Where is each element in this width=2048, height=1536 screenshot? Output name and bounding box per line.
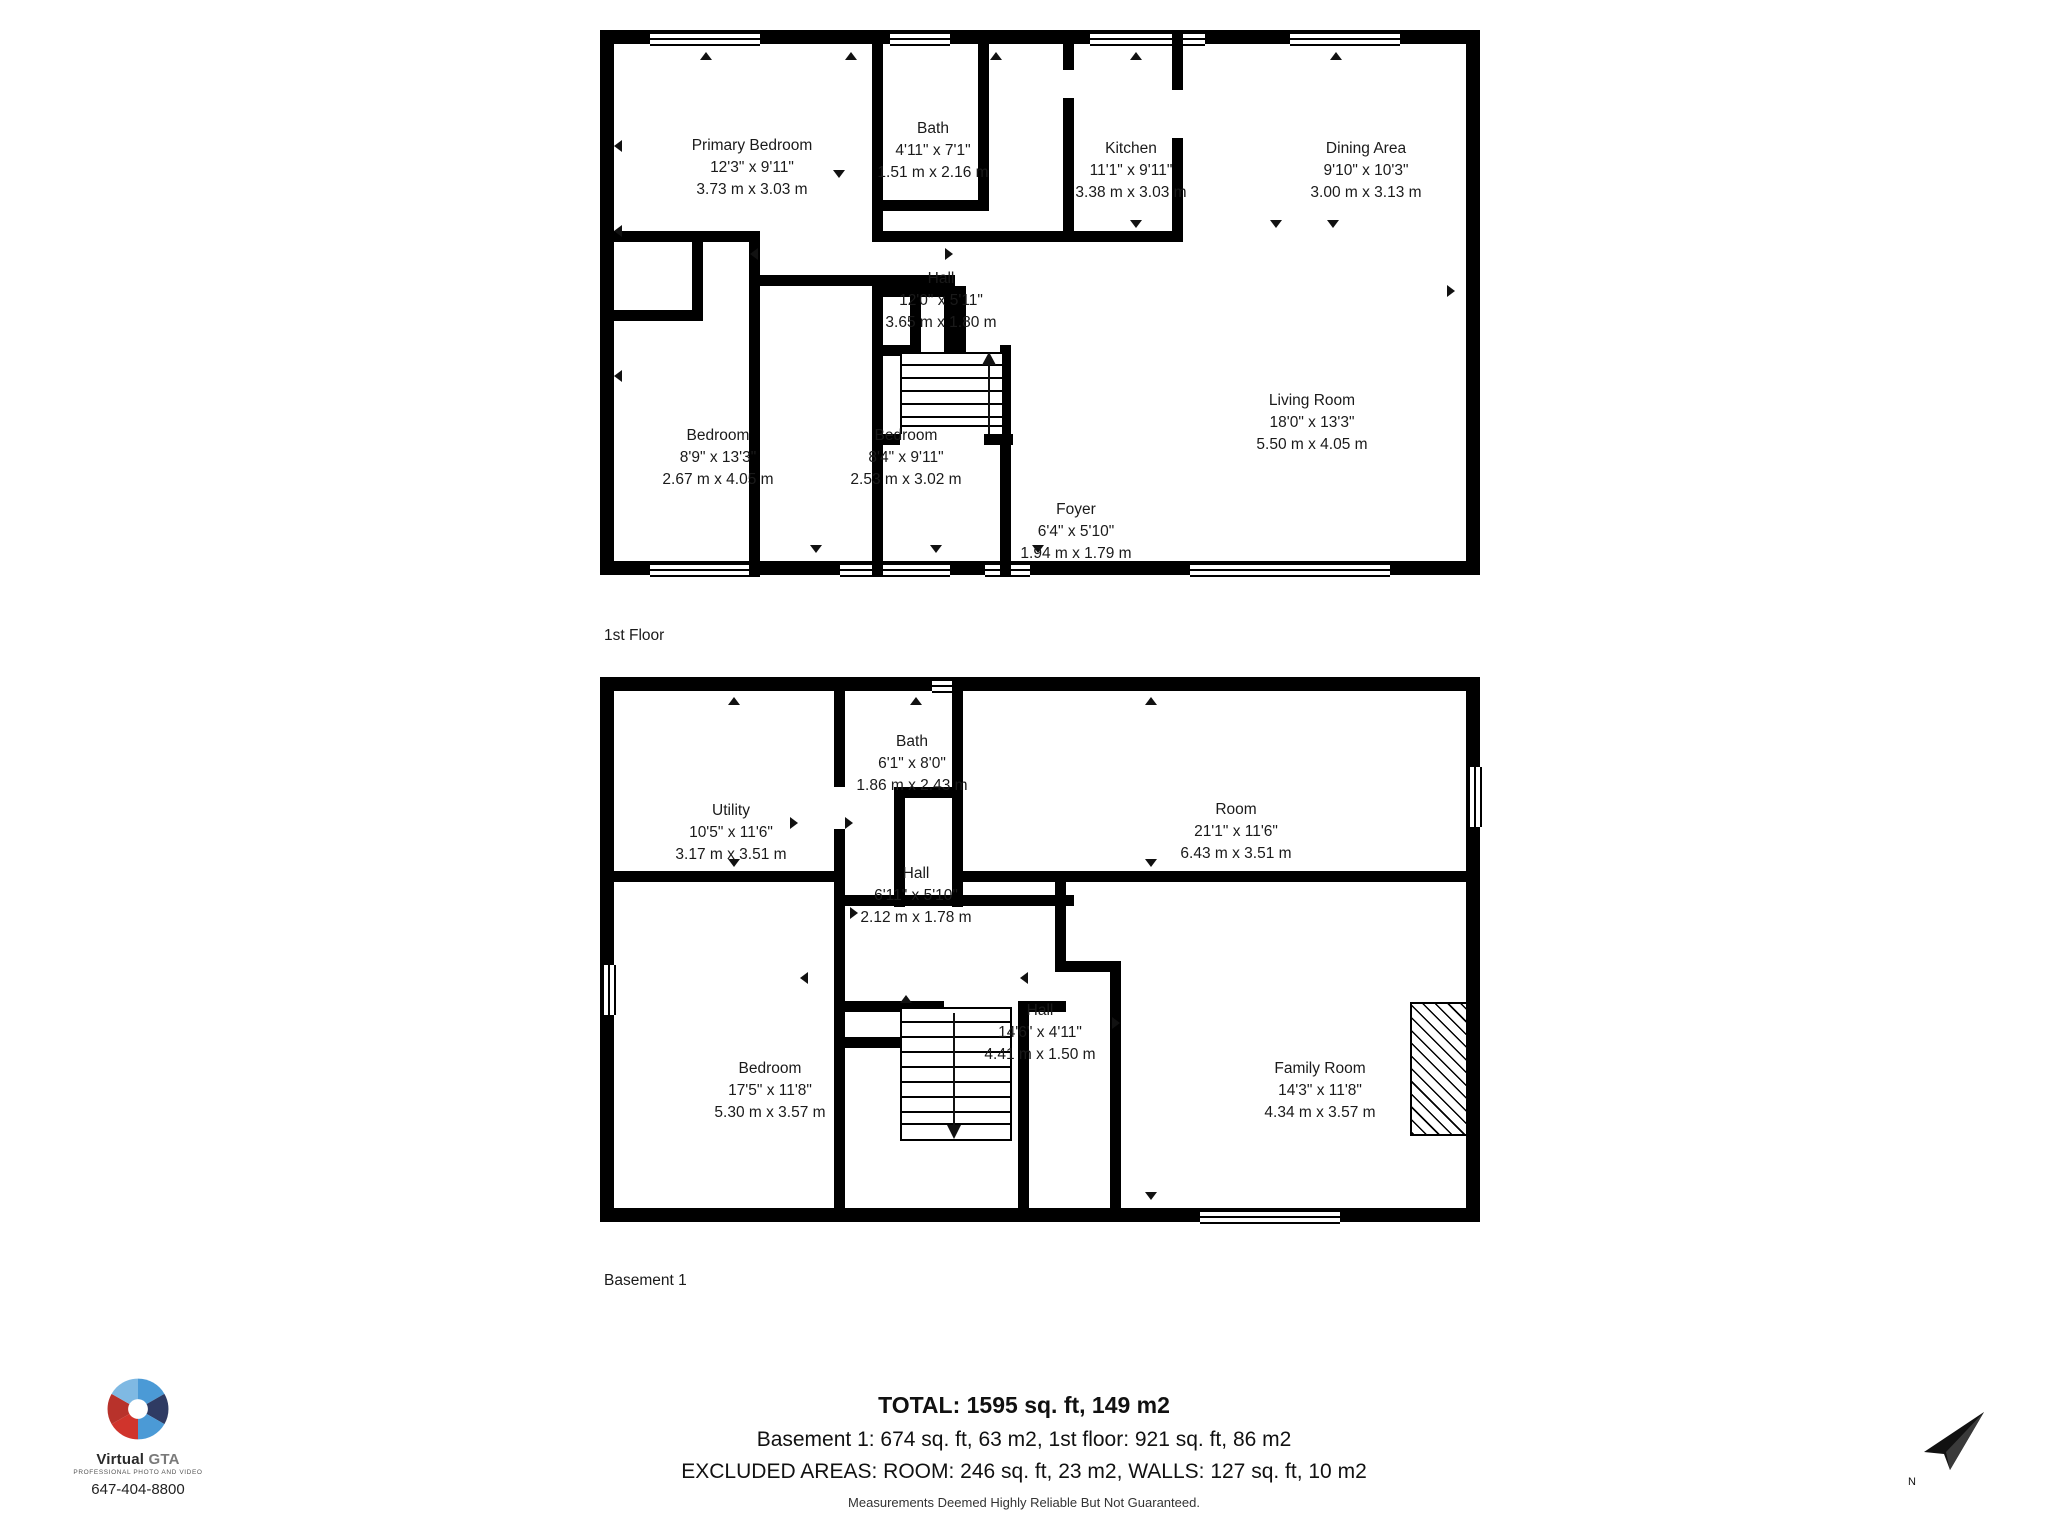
interior-wall <box>1110 961 1121 1222</box>
room-dims-metric: 3.17 m x 3.51 m <box>675 846 787 863</box>
exterior-wall-left <box>600 677 614 1222</box>
room-dims-metric: 6.43 m x 3.51 m <box>1180 845 1292 862</box>
room-dims-imperial: 6'11" x 5'10" <box>874 887 958 904</box>
window <box>1290 32 1400 46</box>
camera-aperture-icon <box>105 1376 171 1442</box>
room-dims-imperial: 6'4" x 5'10" <box>1037 523 1115 540</box>
window <box>840 563 950 577</box>
area-summary <box>0 1392 2048 1510</box>
room-label-foyer <box>1020 499 1131 565</box>
brand-logo-block <box>48 1376 228 1498</box>
room-name: Bath <box>917 120 949 137</box>
room-dims-metric: 3.00 m x 3.13 m <box>1310 184 1422 201</box>
room-label-utility <box>675 800 786 866</box>
room-name: Living Room <box>1268 392 1356 409</box>
door-marker <box>910 697 922 705</box>
room-label-bedroom-left <box>662 425 773 491</box>
room-name: Utility <box>712 802 750 819</box>
room-dims-metric: 4.34 m x 3.57 m <box>1264 1104 1376 1121</box>
excluded-areas: EXCLUDED AREAS: ROOM: 246 sq. ft, 23 m2, WALLS: 127 sq. ft, 10 m2 <box>681 1459 1367 1483</box>
room-name: Foyer <box>1056 501 1096 518</box>
interior-wall <box>600 231 760 242</box>
room-dims-imperial: 6'1" x 8'0" <box>878 755 946 772</box>
interior-wall <box>600 871 845 882</box>
window <box>1190 563 1390 577</box>
room-dims-imperial: 14'3" x 11'8" <box>1278 1082 1362 1099</box>
room-dims-metric: 4.41 m x 1.50 m <box>984 1046 1096 1063</box>
room-dims-metric: 1.86 m x 2.43 m <box>856 777 968 794</box>
basement-plan <box>600 677 1480 1222</box>
room-name: Hall <box>927 270 955 287</box>
room-dims-metric: 1.94 m x 1.79 m <box>1020 545 1132 562</box>
room-dims-imperial: 14'6" x 4'11" <box>998 1024 1082 1041</box>
door-marker <box>790 817 798 829</box>
window <box>890 32 950 46</box>
room-label-bath-basement <box>856 731 967 797</box>
floor-caption-basement: Basement 1 <box>604 1272 687 1289</box>
room-dims-imperial: 18'0" x 13'3" <box>1269 414 1355 431</box>
brand-phone: 647-404-8800 <box>91 1481 185 1498</box>
door-marker <box>1130 52 1142 60</box>
door-marker <box>810 545 822 553</box>
room-name: Bedroom <box>874 427 938 444</box>
room-name: Family Room <box>1274 1060 1366 1077</box>
hatched-area <box>1410 1002 1468 1136</box>
exterior-wall-top <box>600 677 1480 691</box>
door-marker <box>900 995 912 1003</box>
room-dims-metric: 2.67 m x 4.05 m <box>662 471 774 488</box>
door-marker <box>1327 220 1339 228</box>
door-marker <box>750 248 758 260</box>
total-area: TOTAL: 1595 sq. ft, 149 m2 <box>878 1392 1170 1418</box>
brand-name-sub: GTA <box>148 1451 180 1468</box>
interior-wall <box>749 275 884 286</box>
area-breakdown: Basement 1: 674 sq. ft, 63 m2, 1st floor: 921 sq. ft, 86 m2 <box>756 1428 1292 1451</box>
north-arrow <box>1906 1408 1996 1488</box>
room-name: Bedroom <box>686 427 750 444</box>
door-marker <box>845 817 853 829</box>
room-label-bath-1st <box>877 118 988 184</box>
window <box>602 965 616 1015</box>
door-marker <box>614 140 622 152</box>
room-name: Room <box>1215 801 1257 818</box>
room-dims-metric: 3.38 m x 3.03 m <box>1075 184 1187 201</box>
room-dims-imperial: 12'3" x 9'11" <box>710 159 794 176</box>
door-marker <box>1145 697 1157 705</box>
room-label-bedroom-mid <box>850 425 961 491</box>
door-marker <box>945 248 953 260</box>
room-label-hall-large <box>984 1000 1095 1066</box>
room-name: Primary Bedroom <box>691 137 813 154</box>
room-dims-metric: 3.65 m x 1.80 m <box>885 314 997 331</box>
door-marker <box>1130 220 1142 228</box>
door-marker <box>930 545 942 553</box>
doorway-gap <box>1172 90 1183 138</box>
room-dims-imperial: 4'11" x 7'1" <box>895 142 971 159</box>
stair-direction-arrow <box>943 1011 965 1139</box>
interior-wall <box>1063 30 1074 70</box>
interior-wall <box>834 882 845 1012</box>
door-marker <box>700 52 712 60</box>
room-dims-imperial: 12'0" x 5'11" <box>899 292 983 309</box>
exterior-wall-bottom <box>600 1208 1480 1222</box>
window <box>1200 1210 1340 1224</box>
room-dims-imperial: 21'1" x 11'6" <box>1194 823 1278 840</box>
room-label-family-room <box>1264 1058 1375 1124</box>
room-label-hall-small <box>860 863 971 929</box>
window <box>650 32 760 46</box>
brand-name-main: Virtual <box>96 1451 145 1468</box>
door-marker <box>1447 285 1455 297</box>
room-dims-metric: 5.30 m x 3.57 m <box>714 1104 826 1121</box>
window <box>1090 32 1205 46</box>
door-marker <box>1020 972 1028 984</box>
doorway-gap <box>834 787 845 829</box>
room-dims-metric: 2.12 m x 1.78 m <box>860 909 972 926</box>
room-dims-imperial: 8'9" x 13'3" <box>679 449 757 466</box>
room-dims-imperial: 10'5" x 11'6" <box>689 824 773 841</box>
room-name: Bath <box>896 733 928 750</box>
door-marker <box>1112 1017 1120 1029</box>
room-name: Dining Area <box>1325 140 1407 157</box>
window <box>650 563 760 577</box>
room-dims-imperial: 17'5" x 11'8" <box>728 1082 812 1099</box>
door-marker <box>1145 859 1157 867</box>
door-marker <box>728 697 740 705</box>
room-dims-imperial: 8'4" x 9'11" <box>868 449 944 466</box>
room-name: Hall <box>1026 1002 1054 1019</box>
room-label-living-room <box>1256 390 1367 456</box>
door-marker <box>990 52 1002 60</box>
door-marker <box>833 170 845 178</box>
room-name: Hall <box>902 865 930 882</box>
brand-tagline: PROFESSIONAL PHOTO AND VIDEO <box>73 1469 203 1476</box>
brand-name <box>48 1451 228 1468</box>
room-dims-metric: 5.50 m x 4.05 m <box>1256 436 1368 453</box>
door-marker <box>800 972 808 984</box>
interior-wall <box>692 231 703 321</box>
stair-direction-arrow <box>978 352 1000 437</box>
interior-wall <box>1055 961 1110 972</box>
exterior-wall-right <box>1466 677 1480 1222</box>
door-marker <box>614 225 622 237</box>
interior-wall <box>883 200 989 211</box>
door-marker <box>1270 220 1282 228</box>
interior-wall <box>1352 871 1466 882</box>
room-label-dining-area <box>1310 138 1421 204</box>
interior-wall <box>883 231 1183 242</box>
room-dims-imperial: 9'10" x 10'3" <box>1323 162 1409 179</box>
floor-caption-first: 1st Floor <box>604 627 665 644</box>
room-label-kitchen <box>1075 138 1186 204</box>
interior-wall <box>1063 98 1074 242</box>
north-label: N <box>1908 1476 1916 1488</box>
first-floor-plan <box>600 30 1480 575</box>
interior-wall <box>600 310 703 321</box>
door-marker <box>1330 52 1342 60</box>
interior-wall <box>952 871 1352 882</box>
window <box>1468 767 1482 827</box>
exterior-wall-left <box>600 30 614 575</box>
door-marker <box>845 52 857 60</box>
room-label-bedroom-basement <box>714 1058 825 1124</box>
room-label-room <box>1180 799 1291 865</box>
measurement-disclaimer: Measurements Deemed Highly Reliable But Not Guaranteed. <box>848 1495 1200 1510</box>
exterior-wall-right <box>1466 30 1480 575</box>
room-label-primary-bedroom <box>692 135 813 201</box>
door-marker <box>1145 1192 1157 1200</box>
room-dims-imperial: 11'1" x 9'11" <box>1089 162 1173 179</box>
door-marker <box>614 370 622 382</box>
room-dims-metric: 3.73 m x 3.03 m <box>696 181 808 198</box>
room-dims-metric: 1.51 m x 2.16 m <box>877 164 989 181</box>
room-label-hall-1st <box>885 268 996 334</box>
room-name: Kitchen <box>1105 140 1157 157</box>
interior-wall <box>1055 882 1066 972</box>
room-dims-metric: 2.53 m x 3.02 m <box>850 471 962 488</box>
room-name: Bedroom <box>738 1060 802 1077</box>
door-marker <box>850 907 858 919</box>
